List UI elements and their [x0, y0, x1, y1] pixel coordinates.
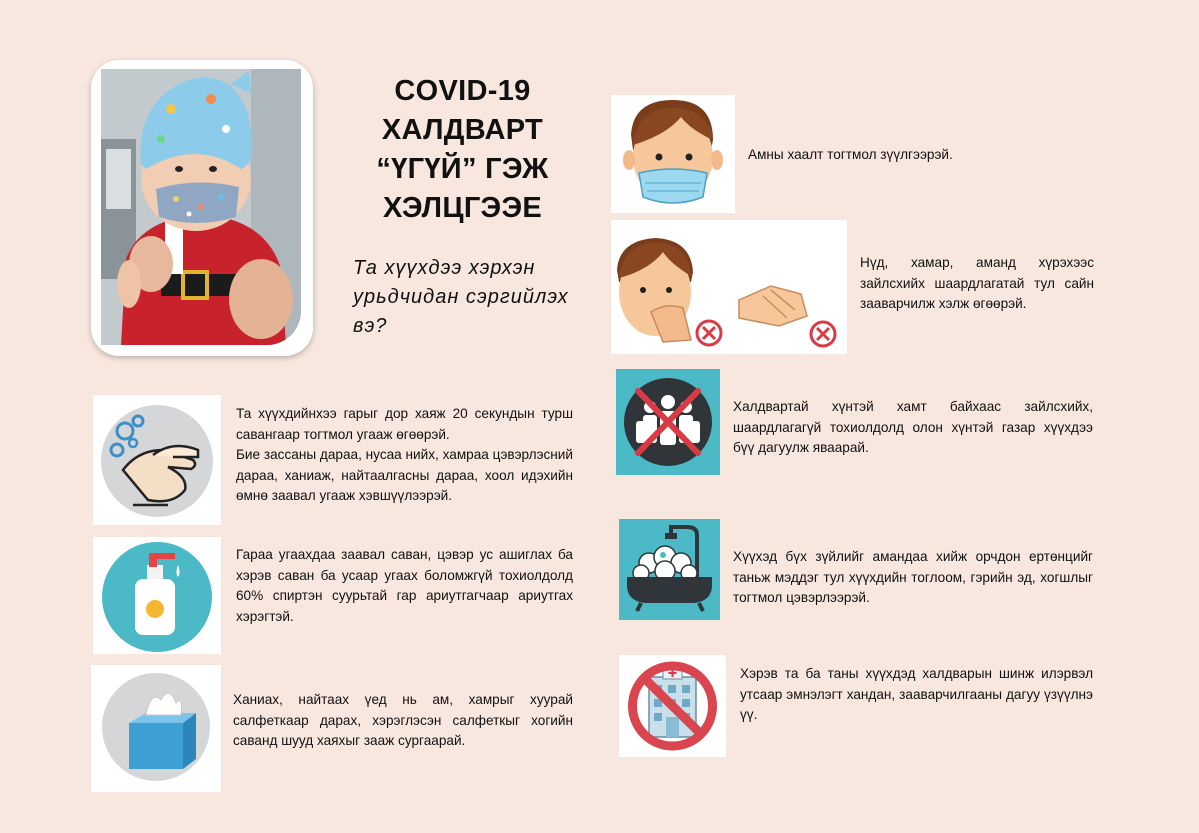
- tissue-text: Ханиах, найтаах үед нь ам, хамрыг хуурай салфеткаар дарах, хэрэглэсэн салфеткыг хогийн саванд шууд хаяхыг зааж сургаарай.: [233, 692, 573, 748]
- poster-title: [335, 72, 590, 228]
- photo-frame: [91, 60, 313, 356]
- face-mask-icon: [611, 95, 735, 213]
- tissue-box-icon: [91, 665, 221, 792]
- handwashing-text: Та хүүхдийнхээ гарыг дор хаяж 20 секундын турш савангаар тогтмол угааж өгөөрэй. Бие зассаны дараа, нусаа нийх, хамраа цэвэрлэсний дараа, ханиаж, найтаалгасны дараа, хоол идэхийн өмнө заавал угааж хэвшүүлээрэй.: [236, 406, 573, 503]
- cleaning-text: Хүүхэд бүх зүйлийг амандаа хийж орчдон ертөнцийг таньж мэддэг тул хүүхдийн тоглоом, гэрийн эд, хогшлыг тогтмол цэвэрлээрэй.: [733, 549, 1093, 605]
- no-face-touch-handshake-icon: [611, 220, 847, 354]
- mask-text: Амны хаалт тогтмол зүүлгээрэй.: [748, 147, 953, 162]
- soap-bottle-icon: [93, 537, 221, 654]
- soap-text: Гараа угаахдаа заавал саван, цэвэр ус ашиглах ба хэрэв саван ба усаар угаах боломжгүй тохиолдолд 60% спиртэн суурьтай гар ариутгагчаар ариутгах хэрэгтэй.: [236, 547, 573, 624]
- no-crowd-icon: [616, 369, 720, 475]
- hospital-text: Хэрэв та ба таны хүүхдэд халдварын шинж илэрвэл утсаар эмнэлэгт хандан, зааварчилгааны дагуу үзүүлнэ үү.: [740, 666, 1093, 722]
- poster-subtitle: Та хүүхдээ хэрхэн урьдчидан сэргийлэх вэ?: [353, 257, 569, 337]
- handwashing-icon: [93, 395, 221, 525]
- face-touch-text: Нүд, хамар, аманд хүрэхээс зайлсхийх шаардлагатай тул сайн зааварчилж хэлж өгөөрэй.: [860, 255, 1094, 311]
- title-line: ХЭЛЦГЭЭЕ: [382, 192, 543, 224]
- crowd-text: Халдвартай хүнтэй хамт байхаас зайлсхийх, шаардлагагүй тохиолдолд олон хүнтэй газар хүүхдээ бүү дагуулж яваарай.: [733, 399, 1093, 455]
- title-line: “ҮГҮЙ” ГЭЖ: [376, 153, 549, 185]
- baby-photo: [101, 69, 301, 345]
- bathtub-cleaning-icon: [619, 519, 720, 620]
- title-line: ХАЛДВАРТ: [381, 114, 544, 146]
- no-hospital-icon: [619, 655, 726, 757]
- title-line: COVID-19: [394, 75, 531, 107]
